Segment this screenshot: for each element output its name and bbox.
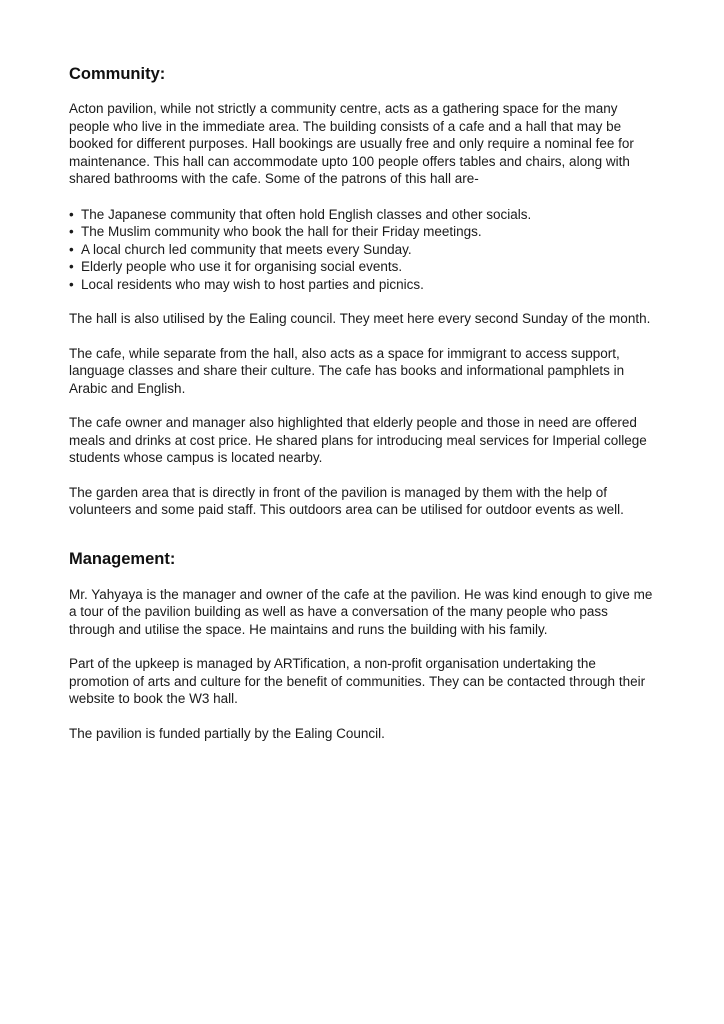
bullet-icon: •: [69, 206, 74, 222]
list-item: [69, 223, 657, 241]
list-item: [69, 241, 657, 259]
patron-text: The Japanese community that often hold English classes and other socials.: [81, 206, 532, 222]
funding-paragraph: The pavilion is funded partially by the Ealing Council.: [69, 725, 385, 741]
council-paragraph: The hall is also utilised by the Ealing council. They meet here every second Sunday of the month.: [69, 311, 651, 326]
cafe-paragraph: The cafe, while separate from the hall, also acts as a space for immigrant to access support, language classes and share their culture. The cafe has books and informational pamphlets in Arabic and English.: [69, 345, 625, 396]
community-intro-paragraph: Acton pavilion, while not strictly a community centre, acts as a gathering space for the many people who live in the immediate area. The building consists of a cafe and a hall that may be booked for different purposes. Hall bookings are usually free and only require a nominal fee for maintenance. This hall can accommodate upto 100 people offers tables and chairs, along with shared bathrooms with the cafe. Some of the patrons of this hall are-: [69, 101, 634, 186]
upkeep-paragraph: Part of the upkeep is managed by ARTification, a non-profit organisation undertaking the promotion of arts and culture for the benefit of communities. They can be contacted through their website to book the W3 hall.: [69, 656, 646, 706]
cafe-owner-paragraph: The cafe owner and manager also highlighted that elderly people and those in need are offered meals and drinks at cost price. He shared plans for introducing meal services for Imperial college students whose campus is located nearby.: [69, 415, 647, 465]
document-page: [69, 64, 657, 742]
list-item: [69, 258, 657, 276]
bullet-icon: •: [69, 224, 74, 239]
patron-text: A local church led community that meets every Sunday.: [81, 241, 412, 257]
community-heading: Community:: [69, 65, 166, 83]
patron-text: Elderly people who use it for organising social events.: [81, 259, 403, 274]
bullet-icon: •: [69, 259, 74, 274]
manager-paragraph: Mr. Yahyaya is the manager and owner of the cafe at the pavilion. He was kind enough to give me a tour of the pavilion building as well as have a conversation of the many people who pass through and utilise the space. He maintains and runs the building with his family.: [69, 586, 653, 637]
garden-paragraph: The garden area that is directly in front of the pavilion is managed by them with the help of volunteers and some paid staff. This outdoors area can be utilised for outdoor events as well.: [69, 484, 624, 517]
bullet-icon: •: [69, 276, 74, 292]
patron-text: Local residents who may wish to host parties and picnics.: [81, 276, 424, 292]
bullet-icon: •: [69, 241, 74, 257]
list-item: [69, 276, 657, 294]
list-item: [69, 206, 657, 224]
management-heading: Management:: [69, 549, 176, 568]
patrons-list: [69, 206, 657, 294]
patron-text: The Muslim community who book the hall for their Friday meetings.: [81, 224, 482, 239]
